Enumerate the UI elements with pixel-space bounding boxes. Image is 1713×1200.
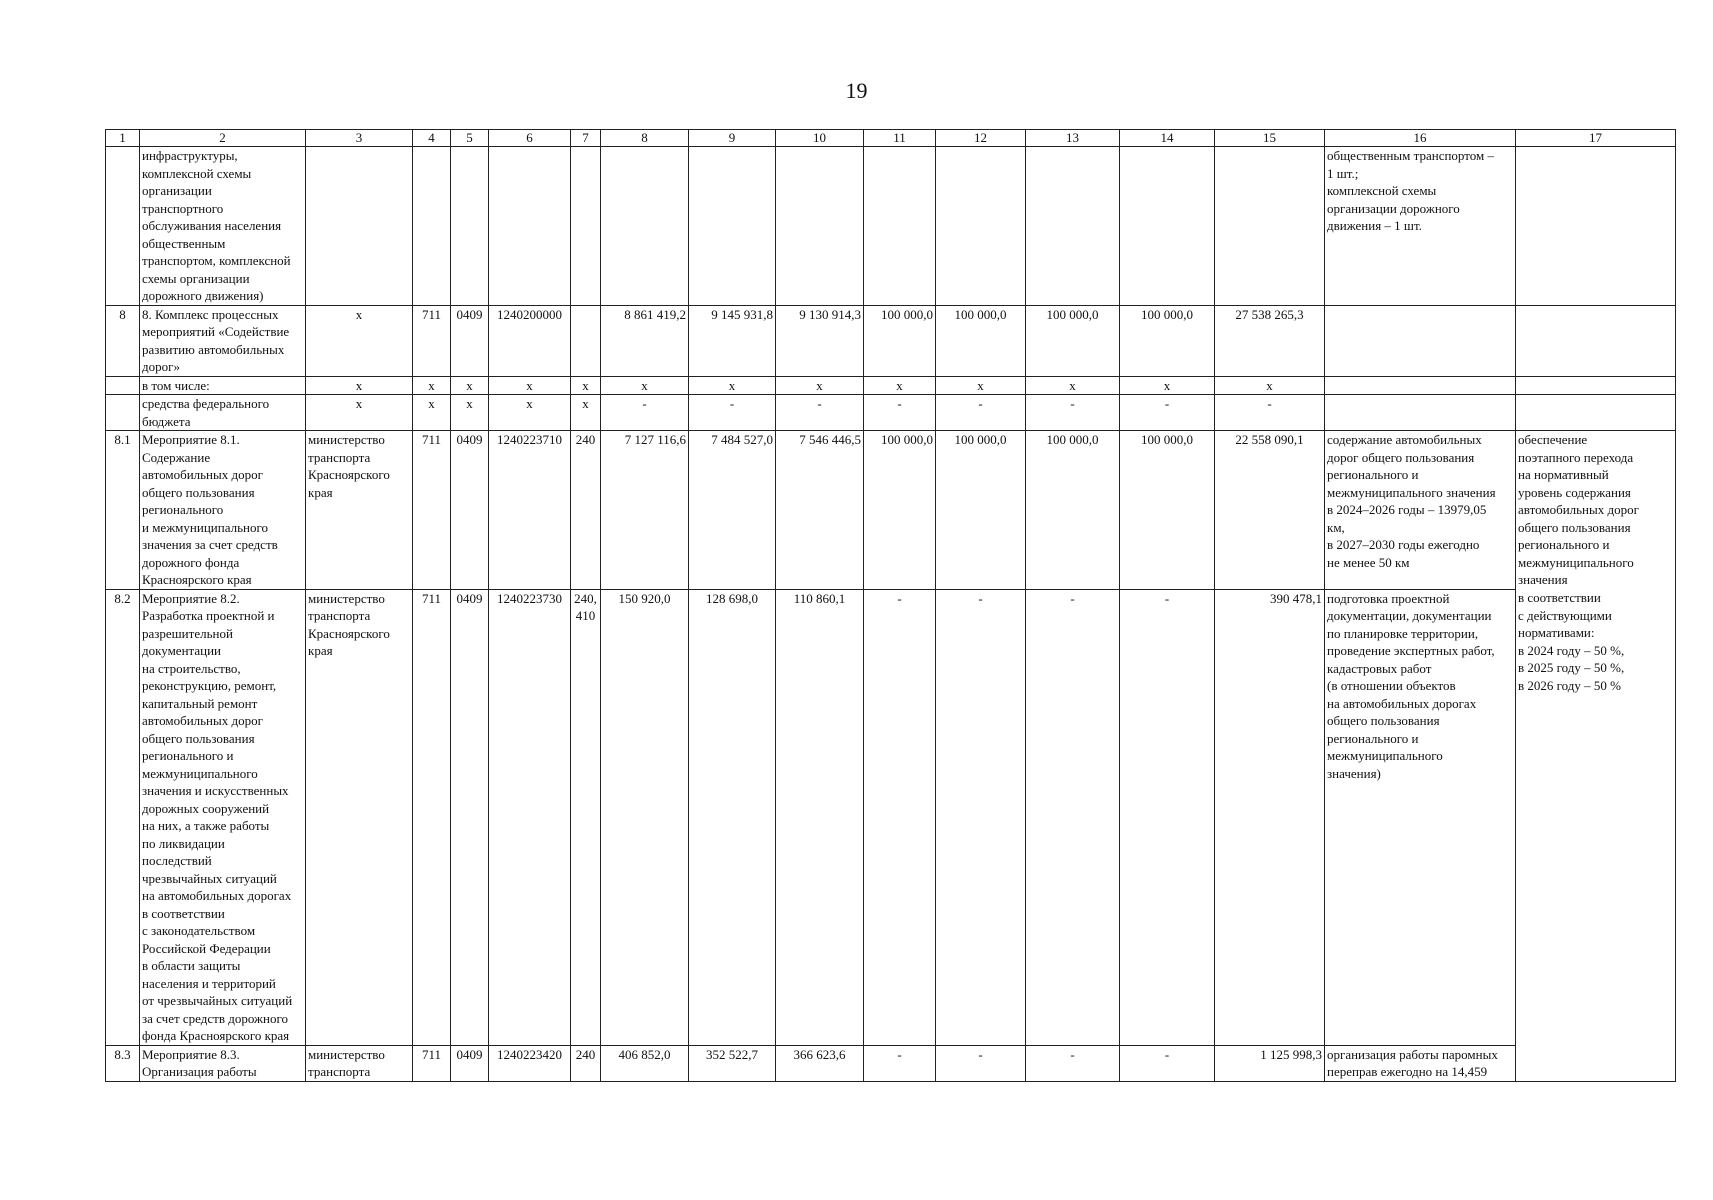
cell-num: 8.2: [106, 589, 140, 1045]
cell-grbs: 711: [413, 431, 451, 590]
cell-value: x: [1215, 376, 1325, 395]
cell-value: x: [571, 376, 601, 395]
cell-value: x: [489, 395, 571, 431]
header-cell: 14: [1120, 130, 1215, 147]
cell-amount: -: [936, 1045, 1026, 1081]
cell-value: x: [306, 395, 413, 431]
cell-vr: 240, 410: [571, 589, 601, 1045]
cell-total: 22 558 090,1: [1215, 431, 1325, 590]
cell-value: -: [1120, 395, 1215, 431]
header-cell: 17: [1516, 130, 1676, 147]
cell-total: 390 478,1: [1215, 589, 1325, 1045]
header-cell: 8: [601, 130, 689, 147]
cell-section: 0409: [451, 305, 489, 376]
cell-indicator: в соответствии с действующими нормативами: в 2024 году – 50 %, в 2025 году – 50 %, в 2026 году – 50 %: [1516, 589, 1676, 1045]
cell-value: x: [451, 376, 489, 395]
page-number: 19: [845, 78, 868, 103]
cell-executor: x: [306, 305, 413, 376]
cell-result: содержание автомобильных дорог общего пользования регионального и межмуниципального значения в 2024–2026 годы – 13979,05 км, в 2027–2030 годы ежегодно не менее 50 км: [1325, 431, 1516, 590]
cell-total: 27 538 265,3: [1215, 305, 1325, 376]
cell-num: 8.3: [106, 1045, 140, 1081]
cell-value: -: [601, 395, 689, 431]
cell-amount: -: [1026, 589, 1120, 1045]
cell-amount: 100 000,0: [864, 305, 936, 376]
measures-table: [105, 129, 1676, 1082]
table-row-8-2: [106, 589, 1676, 1045]
cell-num: 8: [106, 305, 140, 376]
table-row-8-1: [106, 431, 1676, 590]
cell-amount: 128 698,0: [689, 589, 776, 1045]
cell-value: x: [413, 395, 451, 431]
cell-value: x: [1120, 376, 1215, 395]
cell-csr: 1240223730: [489, 589, 571, 1045]
cell-name: в том числе:: [140, 376, 306, 395]
cell-amount: 100 000,0: [1120, 305, 1215, 376]
cell-amount: 9 145 931,8: [689, 305, 776, 376]
cell-amount: 7 484 527,0: [689, 431, 776, 590]
header-cell: 12: [936, 130, 1026, 147]
cell-amount: 100 000,0: [1026, 431, 1120, 590]
cell-section: 0409: [451, 431, 489, 590]
header-cell: 3: [306, 130, 413, 147]
cell-value: -: [1026, 395, 1120, 431]
cell-amount: 100 000,0: [936, 431, 1026, 590]
cell-vr: [571, 305, 601, 376]
cell-executor: министерство транспорта Красноярского края: [306, 589, 413, 1045]
cell-name: 8. Комплекс процессных мероприятий «Содействие развитию автомобильных дорог»: [140, 305, 306, 376]
cell-value: x: [413, 376, 451, 395]
cell-result: общественным транспортом – 1 шт.; комплексной схемы организации дорожного движения – 1 шт.: [1325, 147, 1516, 306]
cell-amount: 100 000,0: [1120, 431, 1215, 590]
cell-value: -: [936, 395, 1026, 431]
header-cell: 11: [864, 130, 936, 147]
header-cell: 16: [1325, 130, 1516, 147]
cell-amount: -: [1120, 589, 1215, 1045]
cell-name: Мероприятие 8.1. Содержание автомобильных дорог общего пользования регионального и межмуниципального значения за счет средств дорожного фонда Красноярского края: [140, 431, 306, 590]
header-cell: 6: [489, 130, 571, 147]
cell-section: 0409: [451, 1045, 489, 1081]
cell-grbs: 711: [413, 305, 451, 376]
table-row-including: [106, 376, 1676, 395]
cell-value: x: [571, 395, 601, 431]
cell-section: 0409: [451, 589, 489, 1045]
cell-name: инфраструктуры, комплексной схемы организации транспортного обслуживания населения общественным транспортом, комплексной схемы организации дорожного движения): [140, 147, 306, 306]
cell-grbs: 711: [413, 1045, 451, 1081]
cell-name: средства федерального бюджета: [140, 395, 306, 431]
cell-name: Мероприятие 8.3. Организация работы: [140, 1045, 306, 1081]
cell-amount: -: [1120, 1045, 1215, 1081]
cell-amount: -: [936, 589, 1026, 1045]
cell-value: -: [689, 395, 776, 431]
cell-grbs: 711: [413, 589, 451, 1045]
cell-executor: министерство транспорта Красноярского края: [306, 431, 413, 590]
cell-amount: 352 522,7: [689, 1045, 776, 1081]
cell-amount: 9 130 914,3: [776, 305, 864, 376]
cell-amount: 406 852,0: [601, 1045, 689, 1081]
cell-csr: 1240200000: [489, 305, 571, 376]
header-cell: 7: [571, 130, 601, 147]
cell-num: 8.1: [106, 431, 140, 590]
header-cell: 13: [1026, 130, 1120, 147]
cell-amount: 8 861 419,2: [601, 305, 689, 376]
cell-value: x: [306, 376, 413, 395]
cell-value: -: [864, 395, 936, 431]
cell-value: x: [489, 376, 571, 395]
cell-value: -: [1215, 395, 1325, 431]
table-row-8-3: [106, 1045, 1676, 1081]
cell-vr: 240: [571, 1045, 601, 1081]
cell-amount: 100 000,0: [936, 305, 1026, 376]
cell-value: x: [776, 376, 864, 395]
cell-amount: 100 000,0: [864, 431, 936, 590]
cell-amount: 100 000,0: [1026, 305, 1120, 376]
cell-amount: -: [864, 589, 936, 1045]
cell-value: x: [689, 376, 776, 395]
table-row-8: [106, 305, 1676, 376]
cell-amount: 7 127 116,6: [601, 431, 689, 590]
table-row-continuation: [106, 147, 1676, 306]
header-cell: 2: [140, 130, 306, 147]
cell-amount: -: [1026, 1045, 1120, 1081]
header-cell: 15: [1215, 130, 1325, 147]
cell-value: x: [1026, 376, 1120, 395]
cell-value: -: [776, 395, 864, 431]
cell-result: подготовка проектной документации, документации по планировке территории, проведение экспертных работ, кадастровых работ (в отношении объектов на автомобильных дорогах общего пользования регионального и межмуниципального значения): [1325, 589, 1516, 1045]
header-row: [106, 130, 1676, 147]
cell-value: x: [936, 376, 1026, 395]
header-cell: 5: [451, 130, 489, 147]
cell-value: x: [601, 376, 689, 395]
cell-executor: министерство транспорта: [306, 1045, 413, 1081]
cell-result: организация работы паромных переправ ежегодно на 14,459: [1325, 1045, 1516, 1081]
cell-indicator: обеспечение поэтапного перехода на нормативный уровень содержания автомобильных дорог общего пользования регионального и межмуниципального значения: [1516, 431, 1676, 590]
cell-amount: 366 623,6: [776, 1045, 864, 1081]
header-cell: 4: [413, 130, 451, 147]
cell-csr: 1240223710: [489, 431, 571, 590]
cell-csr: 1240223420: [489, 1045, 571, 1081]
cell-value: x: [864, 376, 936, 395]
cell-name: Мероприятие 8.2. Разработка проектной и разрешительной документации на строительство, реконструкцию, ремонт, капитальный ремонт автомобильных дорог общего пользования регионального и межмуниципального значения и искусственных дорожных сооружений на них, а также работы по ликвидации последствий чрезвычайных ситуаций на автомобильных дорогах в соответствии с законодательством Российской Федерации в области защиты населения и территорий от чрезвычайных ситуаций за счет средств дорожного фонда Красноярского края: [140, 589, 306, 1045]
cell-amount: -: [864, 1045, 936, 1081]
header-cell: 1: [106, 130, 140, 147]
cell-total: 1 125 998,3: [1215, 1045, 1325, 1081]
cell-num: [106, 147, 140, 306]
cell-amount: 110 860,1: [776, 589, 864, 1045]
header-cell: 9: [689, 130, 776, 147]
cell-value: x: [451, 395, 489, 431]
table-row-federal: [106, 395, 1676, 431]
header-cell: 10: [776, 130, 864, 147]
cell-vr: 240: [571, 431, 601, 590]
cell-amount: 7 546 446,5: [776, 431, 864, 590]
cell-amount: 150 920,0: [601, 589, 689, 1045]
